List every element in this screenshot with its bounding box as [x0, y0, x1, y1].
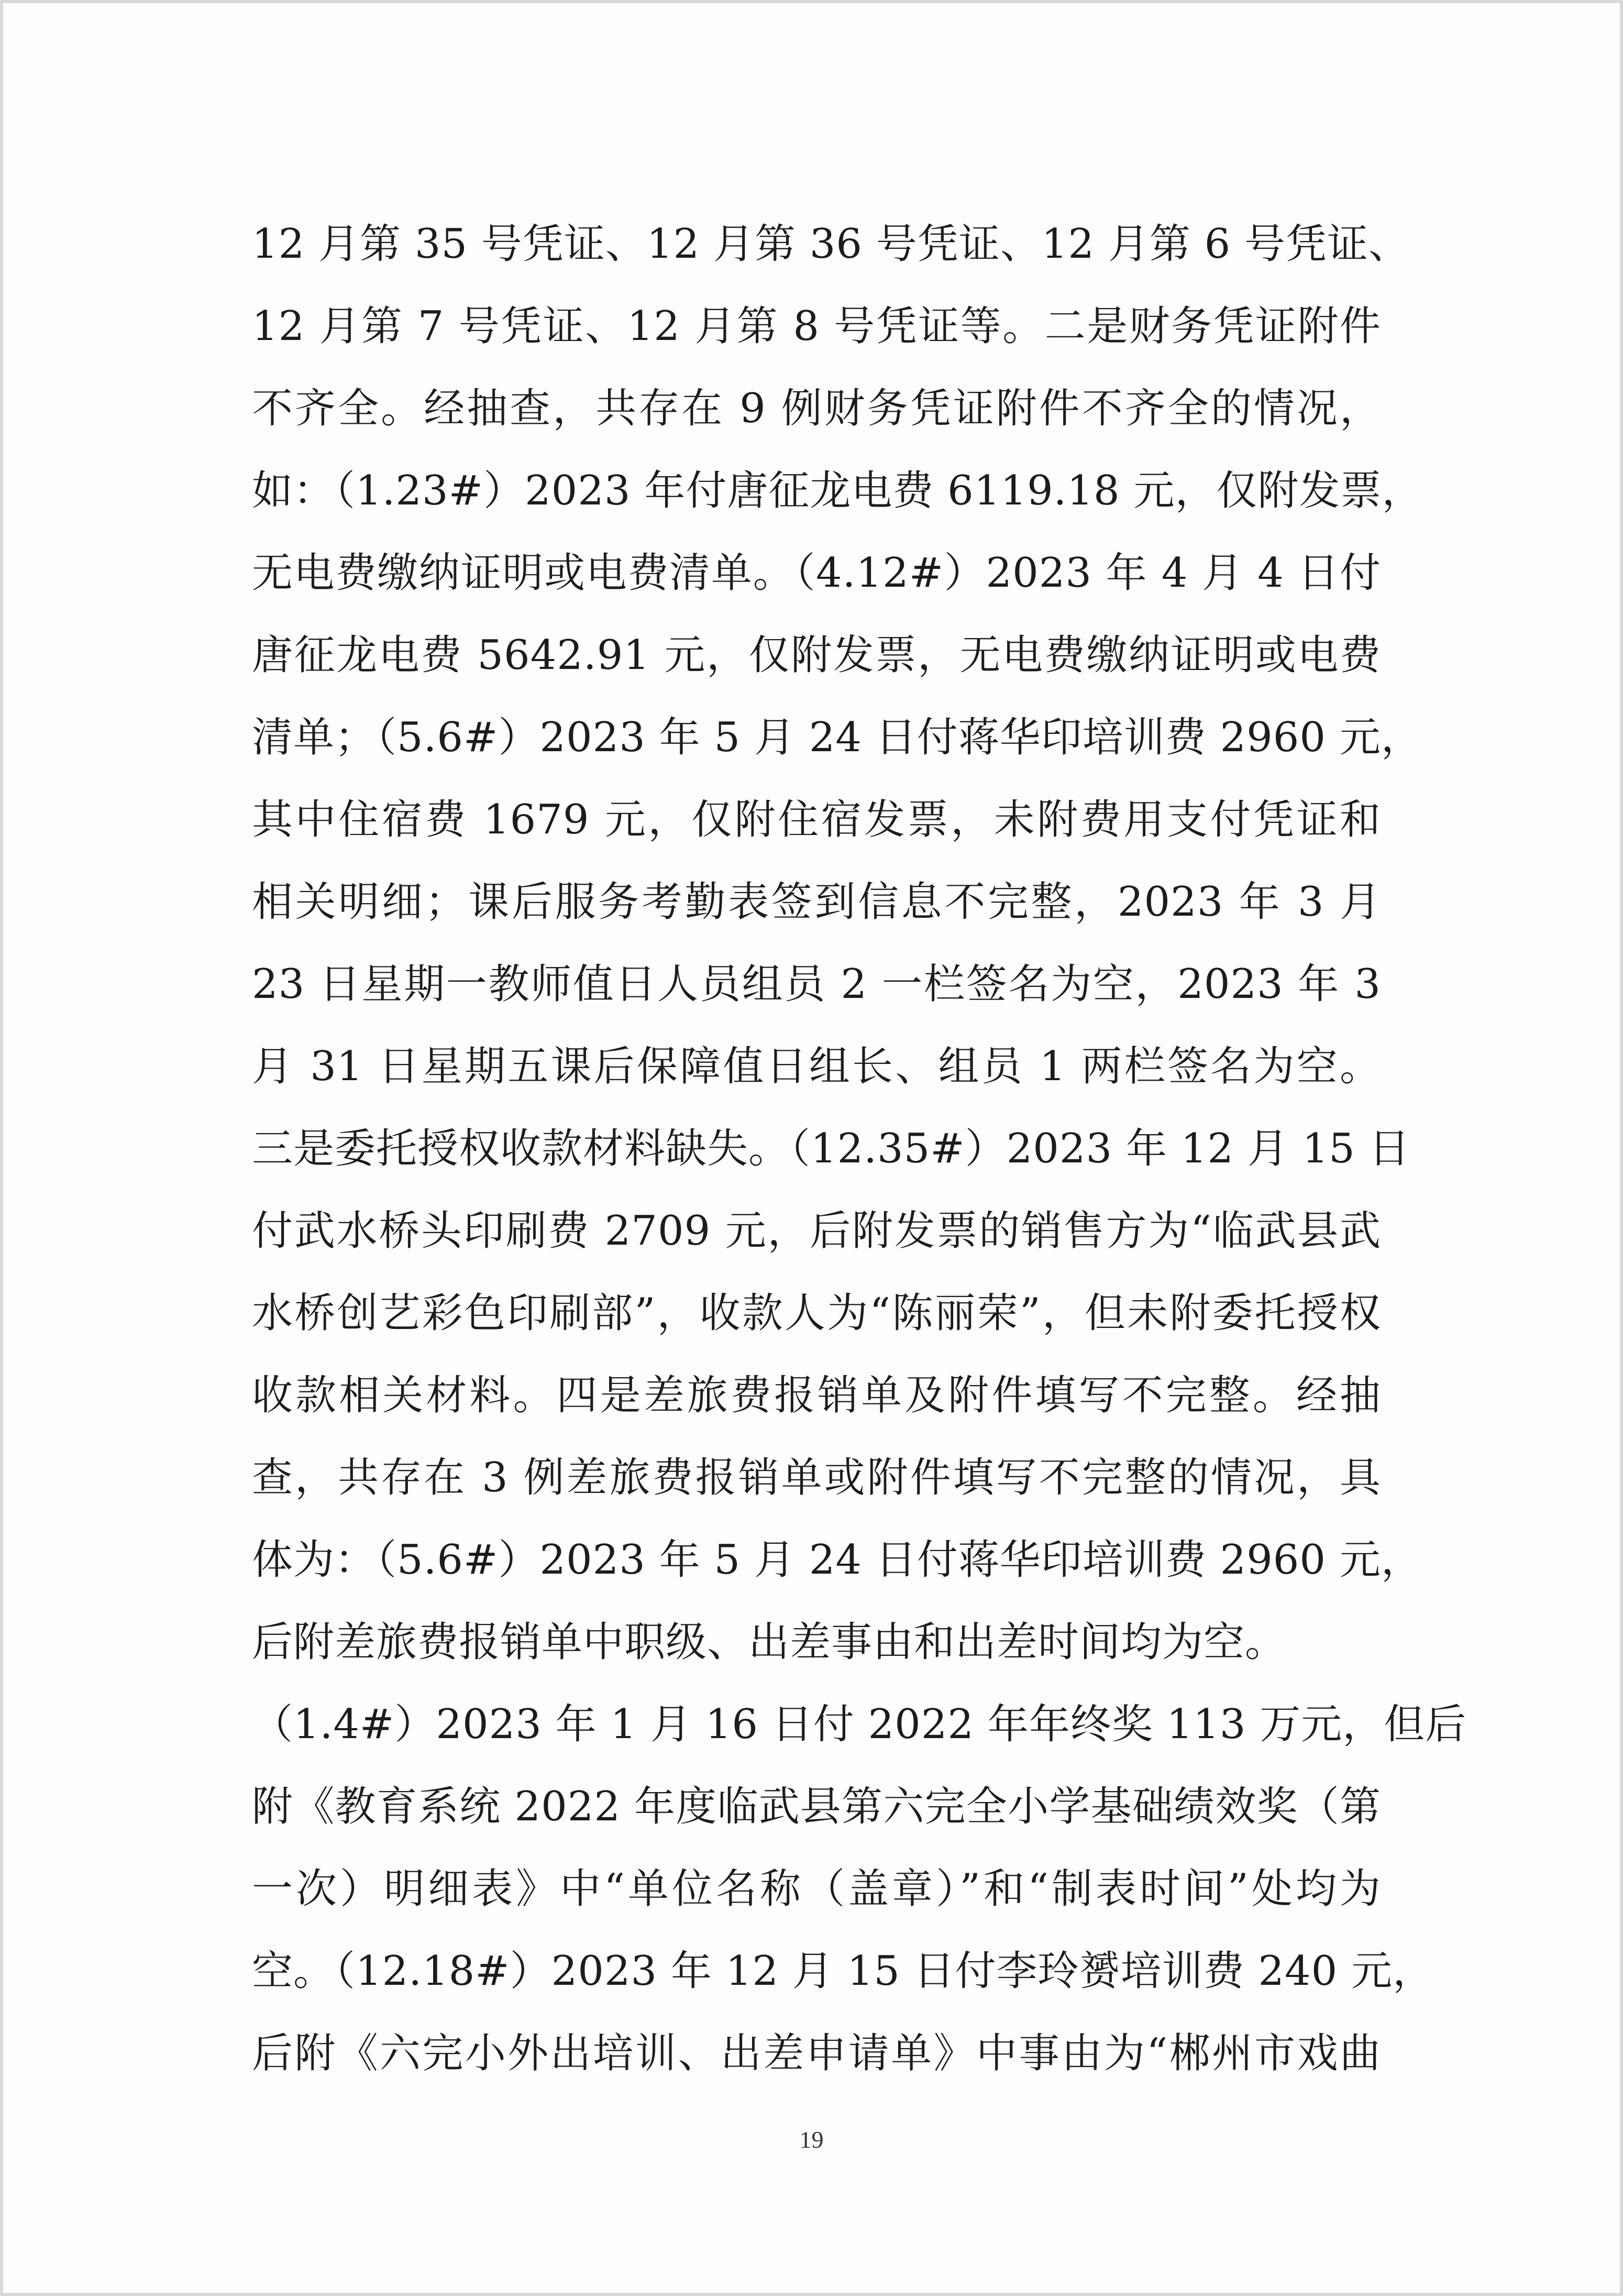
- text-line: 如：（1.23#）2023 年付唐征龙电费 6119.18 元，仅附发票，: [252, 467, 1423, 514]
- text-line: 12 月第 7 号凭证、12 月第 8 号凭证等。二是财务凭证附件: [252, 303, 1381, 350]
- text-line: 12 月第 35 号凭证、12 月第 36 号凭证、12 月第 6 号凭证、: [252, 221, 1410, 268]
- text-line: 查，共存在 3 例差旅费报销单或附件填写不完整的情况，具: [252, 1454, 1381, 1501]
- text-line: 相关明细；课后服务考勤表签到信息不完整，2023 年 3 月: [252, 878, 1381, 926]
- text-line: 付武水桥头印刷费 2709 元，后附发票的销售方为“临武县武: [252, 1207, 1381, 1255]
- text-line: 水桥创艺彩色印刷部”，收款人为“陈丽荣”，但未附委托授权: [252, 1290, 1381, 1337]
- text-line: （1.4#）2023 年 1 月 16 日付 2022 年年终奖 113 万元，但后: [252, 1701, 1467, 1748]
- text-line: 月 31 日星期五课后保障值日组长、组员 1 两栏签名为空。: [252, 1043, 1381, 1090]
- text-line: 后附《六完小外出培训、出差申请单》中事由为“郴州市戏曲: [252, 2030, 1381, 2077]
- text-line: 附《教育系统 2022 年度临武县第六完全小学基础绩效奖（第: [252, 1783, 1381, 1830]
- text-line: 其中住宿费 1679 元，仅附住宿发票，未附费用支付凭证和: [252, 796, 1381, 843]
- text-line: 23 日星期一教师值日人员组员 2 一栏签名为空，2023 年 3: [252, 961, 1381, 1008]
- page-number: 19: [799, 2126, 824, 2153]
- text-line: 一次）明细表》中“单位名称（盖章）”和“制表时间”处均为: [252, 1865, 1381, 1913]
- body-text: [252, 203, 1467, 2095]
- text-line: 清单；（5.6#）2023 年 5 月 24 日付蒋华印培训费 2960 元，: [252, 714, 1422, 761]
- text-line: 空。（12.18#）2023 年 12 月 15 日付李玲赟培训费 240 元，: [252, 1948, 1434, 1995]
- text-line: 后附差旅费报销单中职级、出差事由和出差时间均为空。: [252, 1619, 1287, 1666]
- text-line: 唐征龙电费 5642.91 元，仅附发票，无电费缴纳证明或电费: [252, 632, 1381, 679]
- text-line: 体为：（5.6#）2023 年 5 月 24 日付蒋华印培训费 2960 元，: [252, 1536, 1422, 1584]
- text-line: 无电费缴纳证明或电费清单。（4.12#）2023 年 4 月 4 日付: [252, 550, 1381, 597]
- text-line: 不齐全。经抽查，共存在 9 例财务凭证附件不齐全的情况，: [252, 385, 1381, 432]
- text-line: 三是委托授权收款材料缺失。（12.35#）2023 年 12 月 15 日: [252, 1125, 1410, 1172]
- text-line: 收款相关材料。四是差旅费报销单及附件填写不完整。经抽: [252, 1372, 1381, 1419]
